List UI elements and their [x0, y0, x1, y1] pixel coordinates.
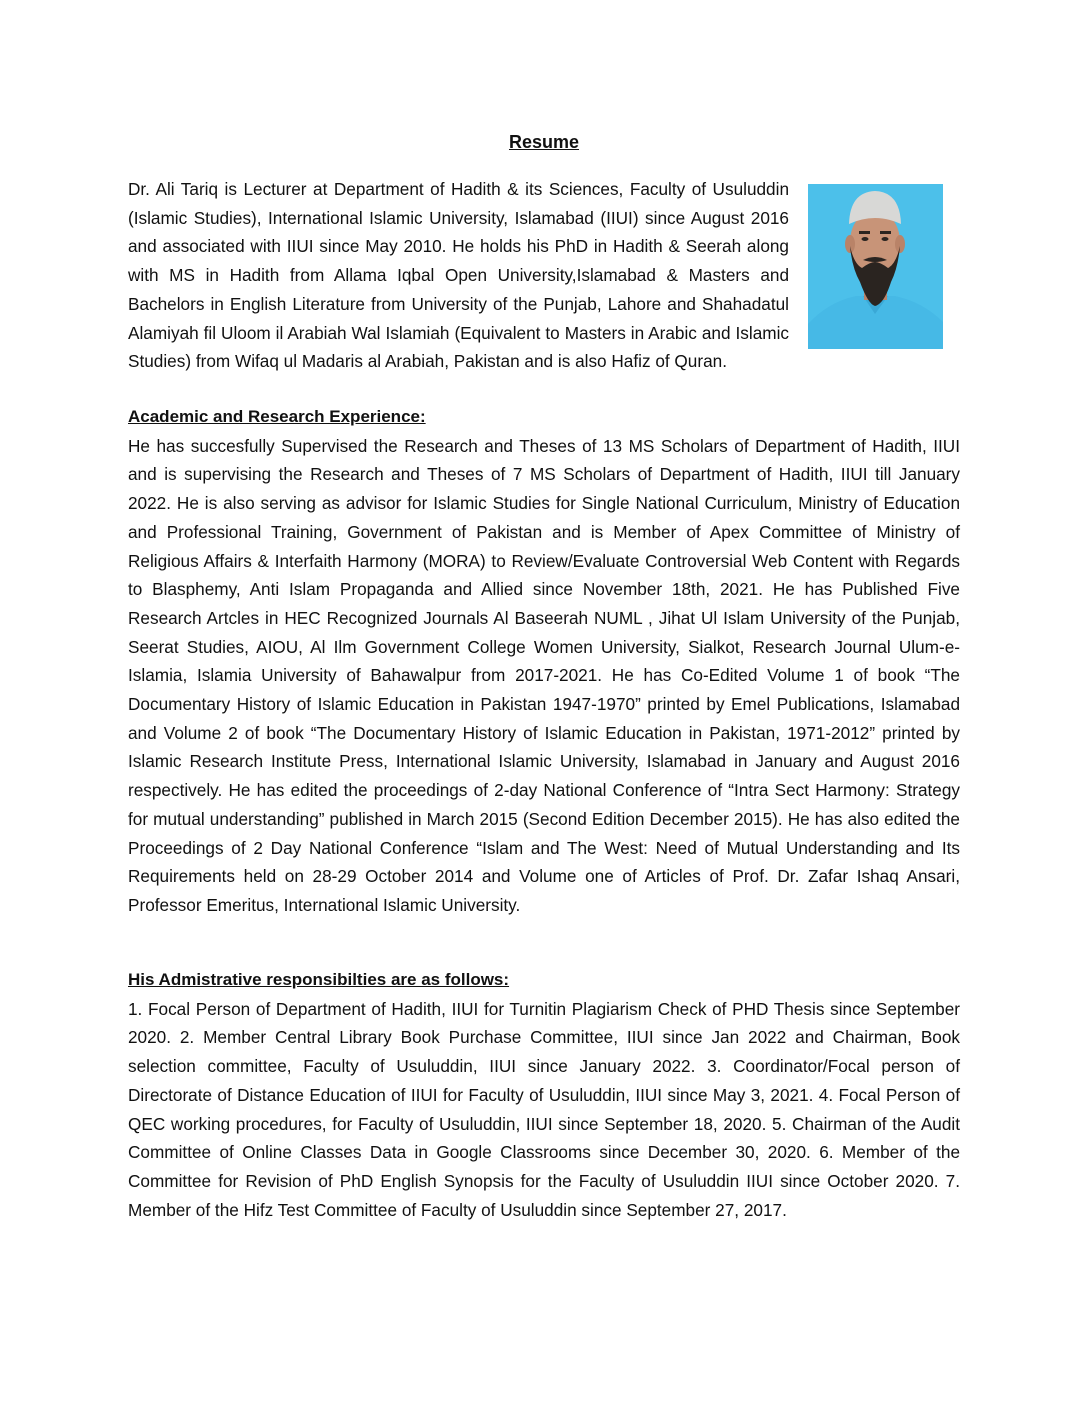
intro-section	[128, 175, 960, 376]
admin-section	[128, 966, 960, 1224]
academic-heading: Academic and Research Experience:	[128, 407, 426, 426]
academic-section	[128, 403, 960, 920]
academic-paragraph: He has succesfully Supervised the Research and Theses of 13 MS Scholars of Department of Hadith, IIUI and is supervising the Research and Theses of 7 MS Scholars of Department of Hadith, IIUI till January 2022. He is also serving as advisor for Islamic Studies for Single National Curriculum, Ministry of Education and Professional Training, Government of Pakistan and is Member of Apex Committee of Ministry of Religious Affairs & Interfaith Harmony (MORA) to Review/Evaluate Controversial Web Content with Regards to Blasphemy, Anti Islam Propaganda and Allied since November 18th, 2021. He has Published Five Research Artcles in HEC Recognized Journals Al Baseerah NUML , Jihat Ul Islam University of the Punjab, Seerat Studies, AIOU, Al Ilm Government College Women University, Sialkot, Research Journal Ulum-e-Islamia, Islamia University of Bahawalpur from 2017-2021. He has Co-Edited Volume 1 of book “The Documentary History of Islamic Education in Pakistan 1947-1970” printed by Emel Publications, Islamabad and Volume 2 of book “The Documentary History of Islamic Education in Pakistan, 1971-2012” printed by Islamic Research Institute Press, International Islamic University, Islamabad in January and August 2016 respectively. He has edited the proceedings of 2-day National Conference of “Intra Sect Harmony: Strategy for mutual understanding” published in March 2015 (Second Edition December 2015). He has also edited the Proceedings of 2 Day National Conference “Islam and The West: Need of Mutual Understanding and Its Requirements held on 28-29 October 2014 and Volume one of Articles of Prof. Dr. Zafar Ishaq Ansari, Professor Emeritus, International Islamic University.	[128, 435, 960, 915]
admin-paragraph: 1. Focal Person of Department of Hadith, IIUI for Turnitin Plagiarism Check of PHD Thesis since September 2020. 2. Member Central Library Book Purchase Committee, IIUI since Jan 2022 and Chairman, Book selection committee, Faculty of Usuluddin, IIUI since January 2022. 3. Coordinator/Focal person of Directorate of Distance Education of IIUI for Faculty of Usuluddin, IIUI since May 3, 2021. 4. Focal Person of QEC working procedures, for Faculty of Usuluddin, IIUI since September 18, 2020. 5. Chairman of the Audit Committee of Online Classes Data in Google Classrooms since December 30, 2020. 6. Member of the Committee for Revision of PhD English Synopsis for the Faculty of Usuluddin IIUI since October 2020. 7. Member of the Hifz Test Committee of Faculty of Usuluddin since September 27, 2017.	[128, 998, 960, 1220]
profile-photo	[808, 184, 943, 349]
intro-paragraph: Dr. Ali Tariq is Lecturer at Department of Hadith & its Sciences, Faculty of Usuluddin (Islamic Studies), International Islamic University, Islamabad (IIUI) since August 2016 and associated with IIUI since May 2010. He holds his PhD in Hadith & Seerah along with MS in Hadith from Allama Iqbal Open University,Islamabad & Masters and Bachelors in English Literature from University of the Punjab, Lahore and Shahadatul Alamiyah fil Uloom il Arabiah Wal Islamiah (Equivalent to Masters in Arabic and Islamic Studies) from Wifaq ul Madaris al Arabiah, Pakistan and is also Hafiz of Quran.	[128, 179, 789, 372]
portrait-image	[808, 184, 943, 349]
admin-heading: His Admistrative responsibilties are as follows:	[128, 970, 510, 989]
resume-title: Resume	[508, 132, 580, 152]
